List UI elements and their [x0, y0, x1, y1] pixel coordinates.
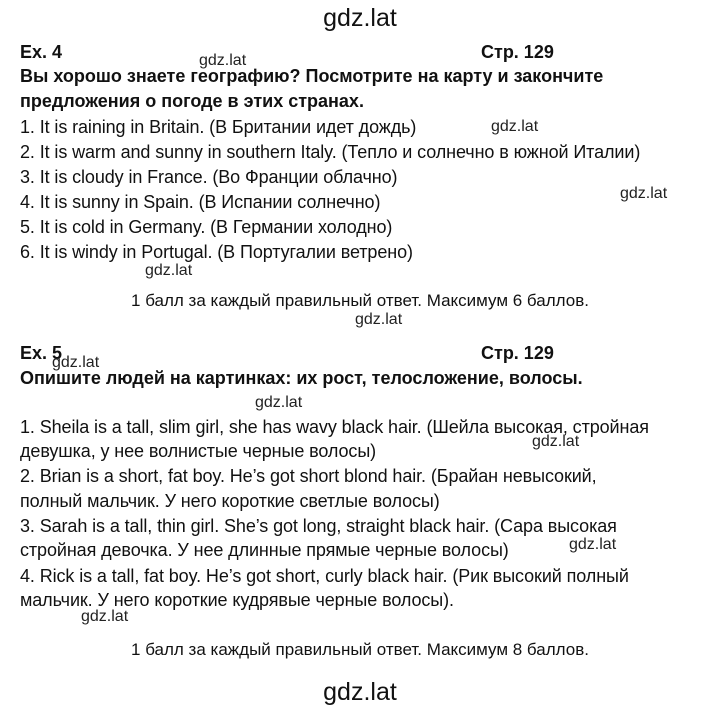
ex5-answer-4-line-1: 4. Rick is a tall, fat boy. He’s got short, curly black hair. (Рик высокий полный	[20, 566, 629, 586]
ex4-answer-5: 5. It is cold in Germany. (В Германии холодно)	[20, 217, 393, 237]
ex5-answer-1-line-2: девушка, у нее волнистые черные волосы)	[20, 441, 377, 461]
watermark: gdz.lat	[620, 185, 668, 202]
ex4-question-line-2: предложения о погоде в этих странах.	[20, 91, 364, 111]
ex5-answer-2-line-2: полный мальчик. У него короткие светлые волосы)	[20, 491, 440, 511]
ex5-answer-3-line-2: стройная девочка. У нее длинные прямые черные волосы)	[20, 540, 509, 560]
ex4-title: Ex. 4	[20, 42, 63, 62]
ex5-answer-2-line-1: 2. Brian is a short, fat boy. He’s got short blond hair. (Брайан невысокий,	[20, 466, 597, 486]
ex4-answer-2: 2. It is warm and sunny in southern Italy. (Тепло и солнечно в южной Италии)	[20, 142, 641, 162]
watermark: gdz.lat	[569, 536, 617, 553]
watermark: gdz.lat	[532, 433, 580, 450]
ex4-question-line-1: Вы хорошо знаете географию? Посмотрите на карту и закончите	[20, 66, 604, 86]
site-mark-bottom: gdz.lat	[323, 678, 397, 706]
ex5-score: 1 балл за каждый правильный ответ. Максимум 8 баллов.	[131, 640, 589, 659]
ex4-answer-3: 3. It is cloudy in France. (Во Франции облачно)	[20, 167, 398, 187]
site-mark-top: gdz.lat	[323, 4, 397, 32]
watermark: gdz.lat	[355, 311, 403, 328]
ex5-answer-3-line-1: 3. Sarah is a tall, thin girl. She’s got long, straight black hair. (Сара высокая	[20, 516, 617, 536]
watermark: gdz.lat	[145, 262, 193, 279]
ex5-answer-4-line-2: мальчик. У него короткие кудрявые черные волосы).	[20, 590, 454, 610]
ex4-score: 1 балл за каждый правильный ответ. Максимум 6 баллов.	[131, 291, 589, 310]
ex5-question: Опишите людей на картинках: их рост, телосложение, волосы.	[20, 368, 583, 388]
ex5-page: Стр. 129	[481, 343, 554, 363]
ex4-answer-6: 6. It is windy in Portugal. (В Португалии ветрено)	[20, 242, 413, 262]
ex4-answer-4: 4. It is sunny in Spain. (В Испании солнечно)	[20, 192, 381, 212]
watermark: gdz.lat	[81, 608, 129, 625]
ex4-answer-1: 1. It is raining in Britain. (В Британии идет дождь)	[20, 117, 417, 137]
ex5-title: Ex. 5	[20, 343, 63, 363]
watermark: gdz.lat	[491, 118, 539, 135]
ex4-page: Стр. 129	[481, 42, 554, 62]
watermark: gdz.lat	[255, 394, 303, 411]
watermark: gdz.lat	[199, 52, 247, 69]
watermark: gdz.lat	[52, 354, 100, 371]
ex5-answer-1-line-1: 1. Sheila is a tall, slim girl, she has wavy black hair. (Шейла высокая, стройная	[20, 417, 649, 437]
